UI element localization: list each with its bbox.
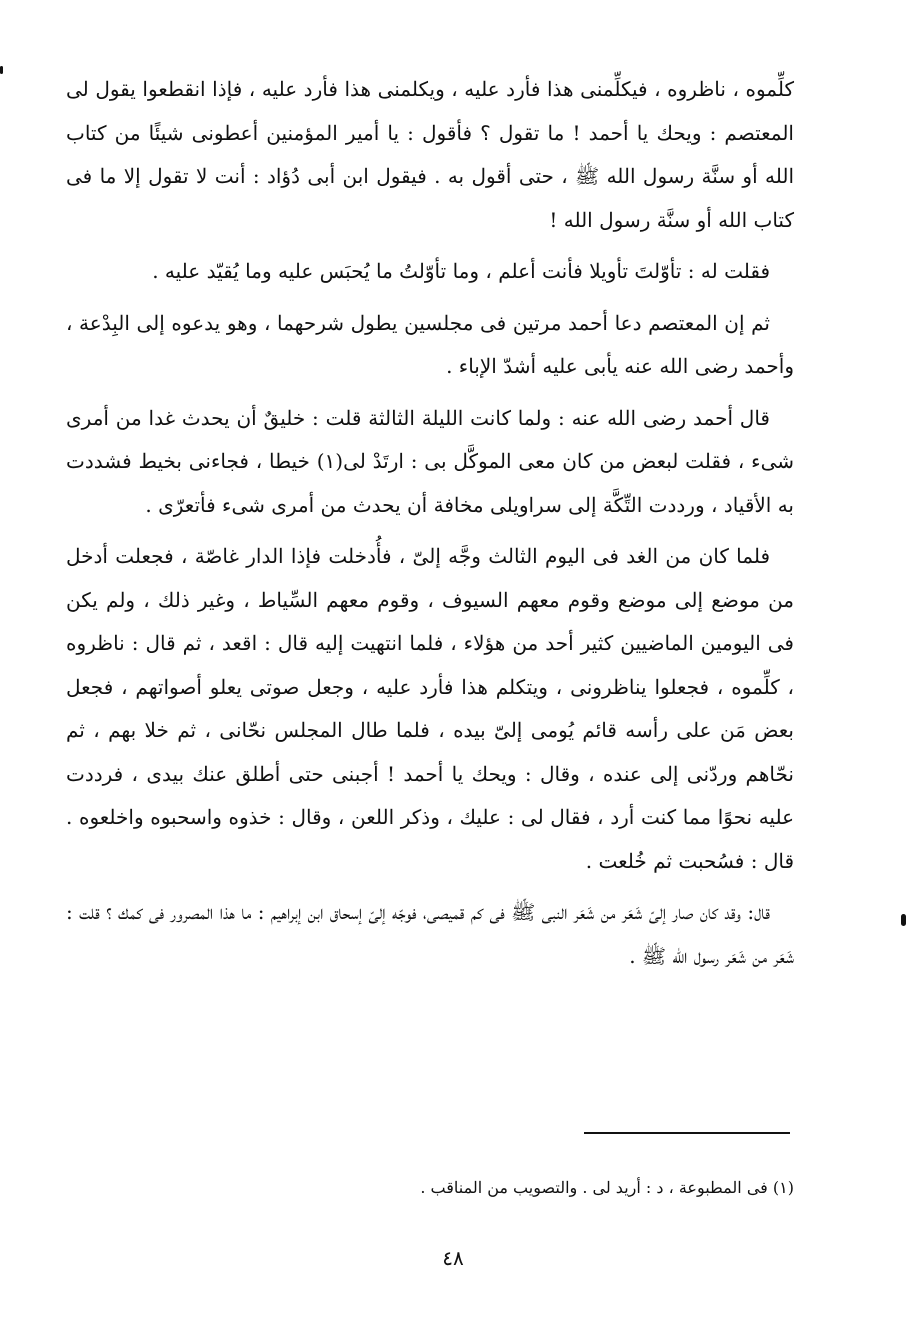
scan-edge-mark	[0, 66, 3, 74]
paragraph: كلِّموه ، ناظروه ، فيكلِّمنى هذا فأرد عليه ، ويكلمنى هذا فأرد عليه ، فإذا انقطعوا يقول لى المعتصم : ويحك يا أحمد ! ما تقول ؟ فأقول : يا أمير المؤمنين أعطونى شيئًا من كتاب الله أو سنَّة رسول الله ﷺ ، حتى أقول به . فيقول ابن أبى دُؤاد : أنت لا تقول إلا ما فى كتاب الله أو سنَّة رسول الله !	[66, 77, 794, 232]
page-number: ٤٨	[442, 1246, 464, 1270]
footnote-separator	[584, 1132, 790, 1134]
main-text	[66, 68, 794, 986]
paragraph: قال: وقد كان صار إلىّ شَعَر من شَعَر النبى ﷺ فى كم قميصى، فوجّه إلىّ إسحاق ابن إبراهيم : ما هذا المصرور فى كمك ؟ قلت : شَعَر من شَعَر رسول الله ﷺ .	[66, 900, 794, 968]
paragraph: قال أحمد رضى الله عنه : ولما كانت الليلة الثالثة قلت : خليقٌ أن يحدث غدا من أمرى شىء ، فقلت لبعض من كان معى الموكَّل بى : ارتَدْ لى(١) خيطا ، فجاءنى بخيط فشددت به الأقياد ، ورددت التِّكَّة إلى سراويلى مخافة أن يحدث من أمرى شىء فأتعرّى .	[66, 405, 794, 517]
paragraph: فقلت له : تأوّلتَ تأويلا فأنت أعلم ، وما تأوّلتُ ما يُحبَس عليه وما يُقيّد عليه .	[152, 259, 770, 283]
paragraph: ثم إن المعتصم دعا أحمد مرتين فى مجلسين يطول شرحهما ، وهو يدعوه إلى البِدْعة ، وأحمد رضى الله عنه يأبى عليه أشدّ الإباء .	[66, 310, 794, 378]
scan-edge-mark	[901, 914, 906, 926]
paragraph: فلما كان من الغد فى اليوم الثالث وجَّه إلىّ ، فأُدخلت فإذا الدار غاصّة ، فجعلت أدخل من موضع إلى موضع وقوم معهم السيوف ، وقوم معهم السِّياط ، وغير ذلك ، ولم يكن فى اليومين الماضيين كثير أحد من هؤلاء ، فلما انتهيت إليه قال : اقعد ، ثم قال : ناظروه ، كلِّموه ، فجعلوا يناظرونى ، ويتكلم هذا فأرد عليه ، وجعل صوتى يعلو أصواتهم ، فجعل بعض مَن على رأسه قائم يُومى إلىّ بيده ، فلما طال المجلس نحّانى ، ثم خلا بهم ، ثم نحّاهم وردّنى إلى عنده ، وقال : ويحك يا أحمد ! أجبنى حتى أطلق عنك بيدى ، فرددت عليه نحوًا مما كنت أرد ، فقال لى : عليك ، وذكر اللعن ، وقال : خذوه واسحبوه واخلعوه . قال : فسُحبت ثم خُلعت .	[66, 544, 795, 873]
footnote: (١) فى المطبوعة ، د : أريد لى . والتصويب من المناقب .	[420, 1178, 794, 1197]
